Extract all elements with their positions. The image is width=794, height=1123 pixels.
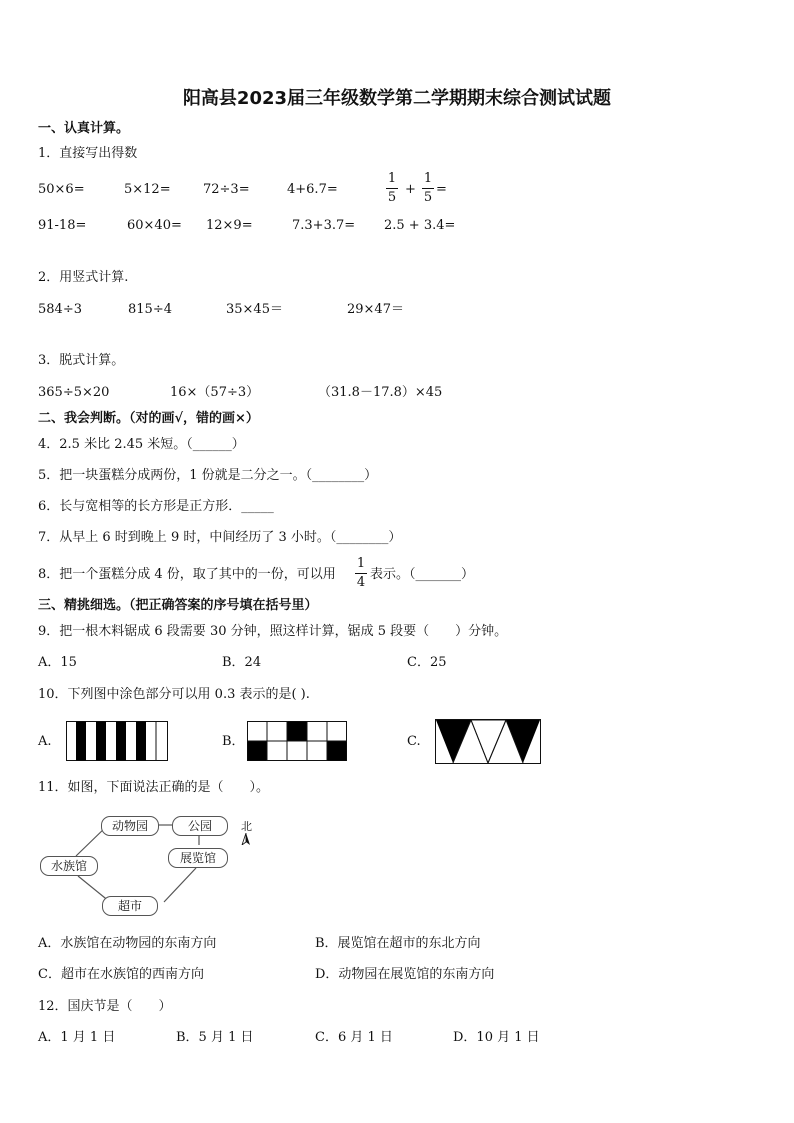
q10-figure-c [435, 719, 541, 764]
section-2-heading: 二、我会判断。（对的画√，错的画×） [38, 411, 259, 426]
q9-option-c: C．25 [407, 655, 447, 670]
fraction-one-fifth: 1 5 [423, 171, 433, 205]
q10-figure-b [247, 721, 347, 761]
fraction-one-fifth: 1 5 [387, 171, 397, 205]
q2-item: 815÷4 [128, 302, 172, 317]
page-title: 阳高县2023届三年级数学第二学期期末综合测试试题 [182, 88, 612, 109]
q3-item: 365÷5×20 [38, 385, 110, 400]
q1-item: 60×40= [127, 218, 182, 233]
map-node-aquarium: 水族馆 [40, 856, 98, 876]
fraction-one-quarter: 1 4 [356, 556, 366, 590]
map-node-market: 超市 [102, 896, 158, 916]
q3-item: （31.8－17.8）×45 [318, 385, 443, 400]
q12-option-c: C．6 月 1 日 [315, 1030, 393, 1045]
q12-option-b: B．5 月 1 日 [176, 1030, 254, 1045]
q9-option-b: B．24 [222, 655, 262, 670]
q10-option-a: A. [38, 734, 52, 749]
q3-item: 16×（57÷3） [170, 385, 260, 400]
q10-figure-a [66, 721, 168, 761]
q11-option-d: D．动物园在展览馆的东南方向 [315, 967, 495, 982]
section-3-heading: 三、精挑细选。（把正确答案的序号填在括号里） [38, 598, 318, 613]
q7-text: 7．从早上 6 时到晚上 9 时，中间经历了 3 小时。（________） [38, 530, 402, 545]
q10-option-b: B． [222, 734, 245, 749]
q1-item: 2.5 + 3.4= [384, 218, 456, 233]
q8-text: 8．把一个蛋糕分成 4 份，取了其中的一份，可以用 [38, 567, 336, 582]
q2-item: 35×45＝ [226, 302, 283, 317]
q12-stem: 12．国庆节是（ ） [38, 999, 172, 1014]
q1-item: 7.3+3.7= [292, 218, 356, 233]
q2-label: 2．用竖式计算. [38, 270, 129, 285]
q1-label: 1．直接写出得数 [38, 146, 138, 161]
q10-stem: 10．下列图中涂色部分可以用 0.3 表示的是( ). [38, 687, 310, 702]
q1-item: 72÷3= [203, 182, 250, 197]
q11-option-b: B．展览馆在超市的东北方向 [315, 936, 481, 951]
q1-item: 50×6= [38, 182, 85, 197]
q3-label: 3．脱式计算。 [38, 353, 125, 368]
map-node-park: 公园 [172, 816, 228, 836]
q2-item: 29×47＝ [347, 302, 404, 317]
q11-stem: 11．如图，下面说法正确的是（ ）。 [38, 780, 270, 795]
q11-option-c: C．超市在水族馆的西南方向 [38, 967, 204, 982]
q1-item: 12×9= [206, 218, 253, 233]
q6-text: 6．长与宽相等的长方形是正方形．_____ [38, 499, 274, 514]
north-label: 北 [241, 820, 252, 833]
q1-item: 4+6.7= [287, 182, 338, 197]
map-node-zoo: 动物园 [101, 816, 159, 836]
q9-option-a: A．15 [38, 655, 77, 670]
q2-item: 584÷3 [38, 302, 82, 317]
q12-option-d: D．10 月 1 日 [453, 1030, 540, 1045]
equals-sign: = [436, 182, 447, 197]
north-arrow-icon [241, 833, 251, 845]
q10-option-c: C. [407, 734, 421, 749]
q9-stem: 9．把一根木料锯成 6 段需要 30 分钟，照这样计算，锯成 5 段要（ ）分钟。 [38, 624, 508, 639]
q8-text-end: 表示。（_______） [370, 567, 475, 582]
q12-option-a: A．1 月 1 日 [38, 1030, 116, 1045]
q5-text: 5．把一块蛋糕分成两份，1 份就是二分之一。（________） [38, 468, 378, 483]
q1-item: 5×12= [124, 182, 171, 197]
plus-sign: + [405, 182, 416, 197]
map-node-hall: 展览馆 [168, 848, 228, 868]
q1-item: 91-18= [38, 218, 87, 233]
q11-option-a: A．水族馆在动物园的东南方向 [38, 936, 217, 951]
q4-text: 4．2.5 米比 2.45 米短。（______） [38, 437, 245, 452]
section-1-heading: 一、认真计算。 [38, 121, 130, 136]
